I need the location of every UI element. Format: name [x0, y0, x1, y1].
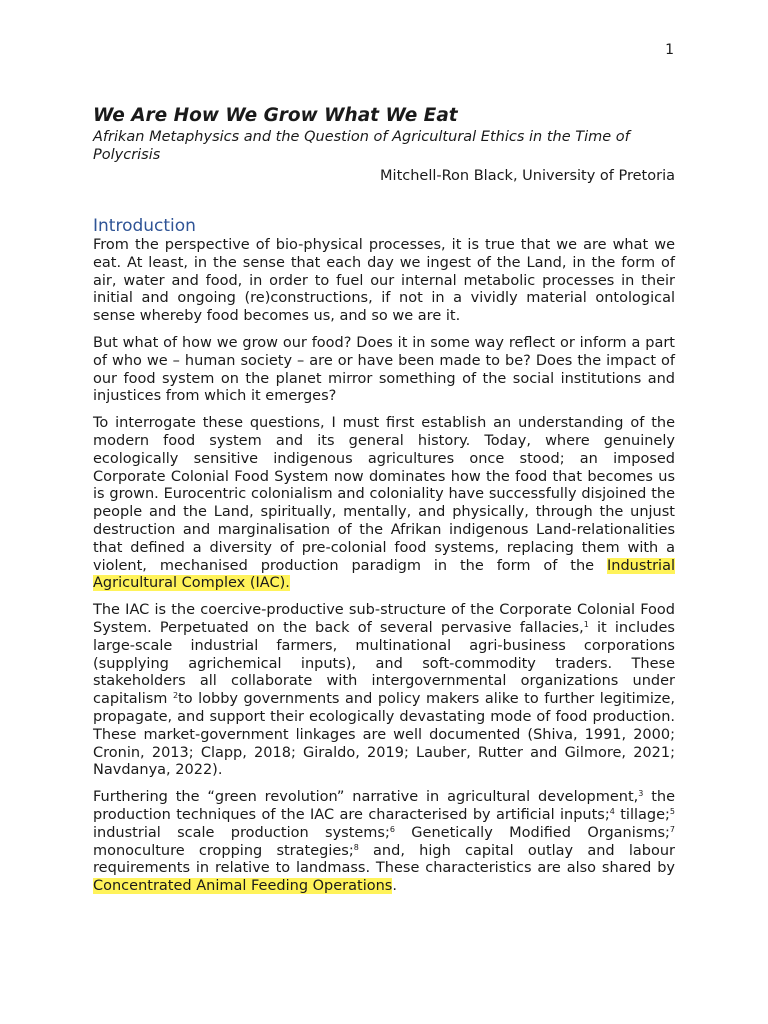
paragraph-5 — [93, 789, 675, 896]
paragraph-2: But what of how we grow our food? Does it in some way reflect or inform a part of who we – human society – are or have been made to be? Does the impact of our food system on the planet mirror something of the social institutions and injustices from which it emerges? — [93, 334, 675, 405]
footnote-ref-4[interactable]: 4 — [609, 806, 615, 816]
author-line: Mitchell-Ron Black, University of Pretoria — [380, 168, 675, 184]
footnote-ref-1[interactable]: 1 — [583, 619, 589, 629]
footnote-ref-6[interactable]: 6 — [389, 824, 395, 834]
paragraph-3-text: To interrogate these questions, I must first establish an understanding of the modern food system and its general history. Today, where genuinely ecologically sensitive indigenous agricultures once stood; an imposed Corporate Colonial Food System now dominates how the food that becomes us is grown. Eurocentric colonialism and coloniality have successfully disjoined the people and the Land, spiritually, mentally, and physically, through the unjust destruction and marginalisation of the Afrikan indigenous Land-relationalities that defined a diversity of pre-colonial food systems, replacing them with a violent, mechanised production paradigm in the form of the — [93, 415, 675, 574]
footnote-ref-5[interactable]: 5 — [669, 806, 675, 816]
paragraph-5-text-e: Genetically Modified Organisms; — [394, 824, 670, 841]
section-heading-introduction: Introduction — [93, 216, 196, 236]
paragraph-1: From the perspective of bio-physical processes, it is true that we are what we eat. At least, in the sense that each day we ingest of the Land, in the form of air, water and food, in order to fuel our internal metabolic processes in their initial and ongoing (re)constructions, if not in a vividly material ontological sense whereby food becomes us, and so we are it. — [93, 237, 675, 325]
footnote-ref-7[interactable]: 7 — [669, 824, 675, 834]
page-number: 1 — [665, 42, 674, 58]
highlight-iac: Industrial Agricultural Complex (IAC). — [93, 557, 675, 592]
footnote-ref-3[interactable]: 3 — [638, 789, 644, 799]
paragraph-5-end: . — [392, 878, 397, 895]
paragraph-5-text-b: the production techniques of the IAC are characterised by artificial inputs; — [93, 789, 676, 823]
document-body — [93, 104, 675, 905]
footnote-ref-2[interactable]: 2 — [172, 691, 179, 701]
paragraph-5-text-a: Furthering the “green revolution” narrative in agricultural development, — [93, 789, 639, 806]
document-title: We Are How We Grow What We Eat — [93, 105, 458, 126]
paragraph-5-text-f: monoculture cropping strategies; — [93, 842, 354, 859]
document-subtitle: Afrikan Metaphysics and the Question of Agricultural Ethics in the Time of Polycrisis — [93, 129, 630, 163]
paragraph-5-text-d: industrial scale production systems; — [93, 824, 390, 841]
paragraph-5-text-c: tillage; — [614, 806, 670, 823]
paragraph-3 — [93, 415, 675, 593]
highlight-cafo: Concentrated Animal Feeding Operations — [93, 878, 393, 895]
paragraph-4 — [93, 602, 675, 780]
paragraph-4-text-b: it includes large-scale industrial farmers, multinational agri-business corporations (supplying agrichemical inputs), and soft-commodity traders. These stakeholders all collaborate with intergovernmental organizations under capitalism — [93, 619, 675, 708]
footnote-ref-8[interactable]: 8 — [353, 842, 359, 852]
paragraph-4-text-c: to lobby governments and policy makers alike to further legitimize, propagate, and support their ecologically devastating mode of food production. These market-government linkages are well documented (Shiva, 1991, 2000; Cronin, 2013; Clapp, 2018; Giraldo, 2019; Lauber, Rutter and Gilmore, 2021; Navdanya, 2022). — [93, 691, 675, 779]
paragraph-4-text-a: The IAC is the coercive-productive sub-structure of the Corporate Colonial Food System. Perpetuated on the back of several pervasive fallacies, — [93, 602, 675, 636]
paragraph-5-text-g: and, high capital outlay and labour requirements in relative to landmass. These characteristics are also shared by — [93, 842, 675, 877]
